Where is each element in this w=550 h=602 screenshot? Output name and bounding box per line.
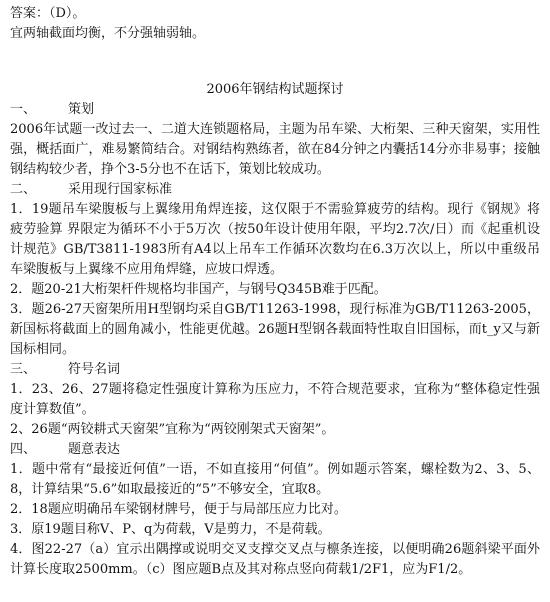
section-planning <box>10 100 540 180</box>
paragraph: 3．原19题目称V、P、q为荷载，V是剪力，不是荷载。 <box>10 522 331 537</box>
section-heading <box>10 360 540 380</box>
paragraph: 2006年试题一改过去一、二道大连锁题格局，主题为吊车梁、大桁架、三种天窗架，实用性强，概括面广，难易繁简结合。对钢结构熟练者，欲在84分钟之内囊括14分亦非易事；接触钢结构较少者，挣个3-5分也不在话下，策划比较成功。 <box>10 122 540 177</box>
paragraph: 2、26题“两铰耕式天窗架”宜称为“两铰刚架式天窗架”。 <box>10 422 335 437</box>
section-title: 策划 <box>68 102 95 117</box>
section-title: 采用现行国家标准 <box>68 182 173 197</box>
paragraph: 4．图22-27（a）宜示出隅撑或说明交叉支撑交叉点与檩条连接，以便明确26题斜梁平面外计算长度取2500mm。（c）图应题B点及其对称点竖向荷载1/2F1，应为F1/2。 <box>10 542 540 577</box>
paragraph: 2．18题应明确吊车梁钢材牌号，便于与局部压应力比对。 <box>10 502 347 517</box>
section-title: 题意表达 <box>68 442 121 457</box>
paragraph: 1．19题吊车梁腹板与上翼缘用角焊连接，这仅限于不需验算疲劳的结构。现行《钢规》将疲劳验算 界限定为循环不小于5万次（按50年设计使用年限，平均2.7次/日）而《起重机设计规范》GB/T3811-1983所有A4以上吊车工作循环次数均在6.3万次以上，所以中重级吊车梁腹板与上翼缘不应用角焊缝，应坡口焊透。 <box>10 202 540 277</box>
section-title: 符号名词 <box>68 362 121 377</box>
section-symbols <box>10 360 540 440</box>
answer-note: 宜两轴截面均衡，不分强轴弱轴。 <box>10 26 206 41</box>
section-heading <box>10 180 540 200</box>
paragraph: 1．23、26、27题将稳定性强度计算称为压应力，不符合规范要求，宜称为“整体稳定性强度计算数值”。 <box>10 382 540 417</box>
section-number: 三、 <box>10 362 37 377</box>
paragraph: 2．题20-21大桁架杆件规格均非国产，与钢号Q345B难于匹配。 <box>10 282 387 297</box>
paragraph: 1．题中常有“最接近何值”一语，不如直接用“何值”。例如题示答案，螺栓数为2、3、5、8，计算结果“5.6”如取最接近的“5”不够安全，宜取8。 <box>10 462 540 497</box>
section-expression <box>10 440 540 580</box>
section-standards <box>10 180 540 360</box>
answer-line: 答案：（D）。 <box>10 6 86 21</box>
section-heading <box>10 100 540 120</box>
section-number: 四、 <box>10 442 37 457</box>
section-heading <box>10 440 540 460</box>
section-number: 二、 <box>10 182 37 197</box>
section-number: 一、 <box>10 102 37 117</box>
article-title: 2006年钢结构试题探讨 <box>206 82 344 97</box>
paragraph: 3．题26-27天窗架所用H型钢均采自GB/T11263-1998，现行标准为GB/T11263-2005，新国标将截面上的圆角减小，性能更优越。26题H型钢各载面特性取自旧国标，而t_y又与新国标相同。 <box>10 302 540 357</box>
